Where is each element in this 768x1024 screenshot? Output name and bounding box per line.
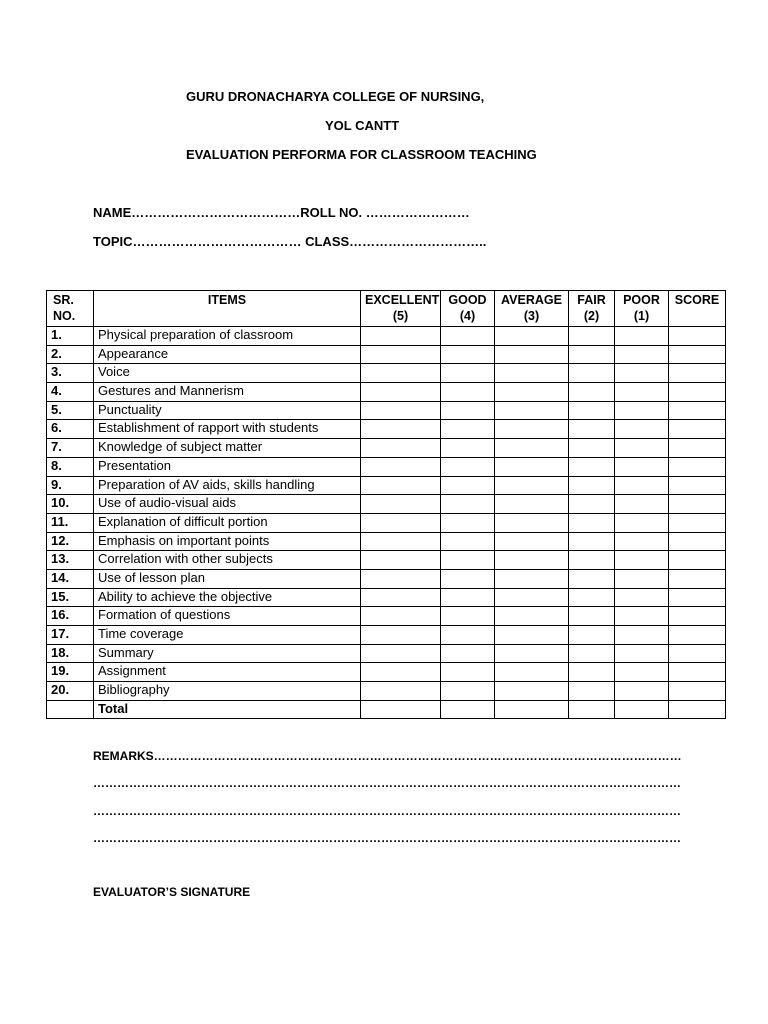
sr-no-cell: 17.: [47, 626, 94, 645]
poor-cell[interactable]: [615, 457, 669, 476]
header-good: GOOD (4): [441, 291, 495, 327]
item-cell: Appearance: [94, 345, 361, 364]
sr-no-cell: 12.: [47, 532, 94, 551]
good-cell[interactable]: [441, 495, 495, 514]
sr-no-cell: 9.: [47, 476, 94, 495]
fair-cell[interactable]: [569, 364, 615, 383]
score-cell[interactable]: [669, 551, 726, 570]
total-excellent-cell[interactable]: [361, 700, 441, 719]
good-cell[interactable]: [441, 607, 495, 626]
excellent-cell[interactable]: [361, 401, 441, 420]
sr-no-cell: 18.: [47, 644, 94, 663]
excellent-cell[interactable]: [361, 569, 441, 588]
average-cell[interactable]: [495, 607, 569, 626]
fair-cell[interactable]: [569, 457, 615, 476]
table-row: [47, 476, 726, 495]
good-cell[interactable]: [441, 457, 495, 476]
average-cell[interactable]: [495, 532, 569, 551]
excellent-cell[interactable]: [361, 607, 441, 626]
poor-cell[interactable]: [615, 663, 669, 682]
item-cell: Ability to achieve the objective: [94, 588, 361, 607]
score-cell[interactable]: [669, 457, 726, 476]
form-title: EVALUATION PERFORMA FOR CLASSROOM TEACHING: [186, 147, 537, 162]
score-cell[interactable]: [669, 588, 726, 607]
total-good-cell[interactable]: [441, 700, 495, 719]
table-row: [47, 626, 726, 645]
average-cell[interactable]: [495, 551, 569, 570]
item-cell: Gestures and Mannerism: [94, 383, 361, 402]
average-cell[interactable]: [495, 439, 569, 458]
score-cell[interactable]: [669, 513, 726, 532]
poor-cell[interactable]: [615, 439, 669, 458]
total-fair-cell[interactable]: [569, 700, 615, 719]
good-cell[interactable]: [441, 513, 495, 532]
total-label: Total: [94, 700, 361, 719]
sr-no-cell: 2.: [47, 345, 94, 364]
score-cell[interactable]: [669, 495, 726, 514]
good-cell[interactable]: [441, 327, 495, 346]
fair-cell[interactable]: [569, 495, 615, 514]
table-row: [47, 457, 726, 476]
fair-cell[interactable]: [569, 607, 615, 626]
fair-cell[interactable]: [569, 532, 615, 551]
sr-no-cell: 11.: [47, 513, 94, 532]
poor-cell[interactable]: [615, 513, 669, 532]
good-cell[interactable]: [441, 569, 495, 588]
sr-no-cell: 6.: [47, 420, 94, 439]
college-name: GURU DRONACHARYA COLLEGE OF NURSING,: [186, 89, 485, 104]
sr-no-cell: 20.: [47, 682, 94, 701]
average-cell[interactable]: [495, 476, 569, 495]
fair-cell[interactable]: [569, 551, 615, 570]
header-score: SCORE: [669, 291, 726, 327]
table-header-row: [47, 291, 726, 327]
total-row: [47, 700, 726, 719]
excellent-cell[interactable]: [361, 532, 441, 551]
table-row: [47, 682, 726, 701]
good-cell[interactable]: [441, 682, 495, 701]
header-sr-no: SR. NO.: [47, 291, 94, 327]
average-cell[interactable]: [495, 420, 569, 439]
table-row: [47, 439, 726, 458]
remarks-line[interactable]: REMARKS……………………………………………………………………………………………………………………: [93, 749, 682, 763]
item-cell: Establishment of rapport with students: [94, 420, 361, 439]
excellent-cell[interactable]: [361, 663, 441, 682]
good-cell[interactable]: [441, 420, 495, 439]
evaluator-signature-label: EVALUATOR’S SIGNATURE: [93, 885, 251, 899]
fair-cell[interactable]: [569, 513, 615, 532]
good-cell[interactable]: [441, 383, 495, 402]
score-cell[interactable]: [669, 327, 726, 346]
item-cell: Time coverage: [94, 626, 361, 645]
good-cell[interactable]: [441, 551, 495, 570]
score-cell[interactable]: [669, 476, 726, 495]
poor-cell[interactable]: [615, 626, 669, 645]
excellent-cell[interactable]: [361, 513, 441, 532]
sr-no-cell: 3.: [47, 364, 94, 383]
score-cell[interactable]: [669, 607, 726, 626]
table-row: [47, 551, 726, 570]
header-items: ITEMS: [94, 291, 361, 327]
table-row: [47, 383, 726, 402]
excellent-cell[interactable]: [361, 551, 441, 570]
item-cell: Voice: [94, 364, 361, 383]
sr-no-cell: 13.: [47, 551, 94, 570]
poor-cell[interactable]: [615, 420, 669, 439]
fair-cell[interactable]: [569, 383, 615, 402]
item-cell: Emphasis on important points: [94, 532, 361, 551]
average-cell[interactable]: [495, 327, 569, 346]
total-average-cell[interactable]: [495, 700, 569, 719]
average-cell[interactable]: [495, 457, 569, 476]
score-cell[interactable]: [669, 383, 726, 402]
good-cell[interactable]: [441, 663, 495, 682]
sr-no-cell: 5.: [47, 401, 94, 420]
fair-cell[interactable]: [569, 439, 615, 458]
item-cell: Summary: [94, 644, 361, 663]
excellent-cell[interactable]: [361, 644, 441, 663]
item-cell: Punctuality: [94, 401, 361, 420]
item-cell: Explanation of difficult portion: [94, 513, 361, 532]
fair-cell[interactable]: [569, 663, 615, 682]
total-poor-cell[interactable]: [615, 700, 669, 719]
item-cell: Use of lesson plan: [94, 569, 361, 588]
college-location: YOL CANTT: [325, 118, 400, 133]
excellent-cell[interactable]: [361, 495, 441, 514]
average-cell[interactable]: [495, 626, 569, 645]
poor-cell[interactable]: [615, 364, 669, 383]
item-cell: Physical preparation of classroom: [94, 327, 361, 346]
sr-no-cell: 8.: [47, 457, 94, 476]
item-cell: Preparation of AV aids, skills handling: [94, 476, 361, 495]
fair-cell[interactable]: [569, 476, 615, 495]
good-cell[interactable]: [441, 345, 495, 364]
good-cell[interactable]: [441, 439, 495, 458]
excellent-cell[interactable]: [361, 420, 441, 439]
fair-cell[interactable]: [569, 420, 615, 439]
header-average: AVERAGE (3): [495, 291, 569, 327]
average-cell[interactable]: [495, 663, 569, 682]
good-cell[interactable]: [441, 644, 495, 663]
table-row: [47, 495, 726, 514]
score-cell[interactable]: [669, 626, 726, 645]
table-row: [47, 364, 726, 383]
poor-cell[interactable]: [615, 327, 669, 346]
excellent-cell[interactable]: [361, 327, 441, 346]
average-cell[interactable]: [495, 513, 569, 532]
item-cell: Knowledge of subject matter: [94, 439, 361, 458]
table-row: [47, 607, 726, 626]
fair-cell[interactable]: [569, 588, 615, 607]
poor-cell[interactable]: [615, 476, 669, 495]
score-cell[interactable]: [669, 569, 726, 588]
poor-cell[interactable]: [615, 383, 669, 402]
excellent-cell[interactable]: [361, 626, 441, 645]
excellent-cell[interactable]: [361, 457, 441, 476]
average-cell[interactable]: [495, 495, 569, 514]
total-score-cell[interactable]: [669, 700, 726, 719]
item-cell: Formation of questions: [94, 607, 361, 626]
poor-cell[interactable]: [615, 401, 669, 420]
good-cell[interactable]: [441, 401, 495, 420]
fair-cell[interactable]: [569, 626, 615, 645]
score-cell[interactable]: [669, 644, 726, 663]
item-cell: Assignment: [94, 663, 361, 682]
poor-cell[interactable]: [615, 682, 669, 701]
item-cell: Use of audio-visual aids: [94, 495, 361, 514]
name-roll-field[interactable]: NAME…………………………………ROLL NO. ……………………: [93, 205, 470, 220]
excellent-cell[interactable]: [361, 476, 441, 495]
good-cell[interactable]: [441, 532, 495, 551]
table-row: [47, 401, 726, 420]
header-excellent: EXCELLENT (5): [361, 291, 441, 327]
sr-no-cell: [47, 700, 94, 719]
score-cell[interactable]: [669, 663, 726, 682]
excellent-cell[interactable]: [361, 439, 441, 458]
table-row: [47, 588, 726, 607]
average-cell[interactable]: [495, 588, 569, 607]
table-row: [47, 345, 726, 364]
poor-cell[interactable]: [615, 551, 669, 570]
table-row: [47, 569, 726, 588]
average-cell[interactable]: [495, 364, 569, 383]
header-poor: POOR (1): [615, 291, 669, 327]
average-cell[interactable]: [495, 383, 569, 402]
excellent-cell[interactable]: [361, 383, 441, 402]
sr-no-cell: 16.: [47, 607, 94, 626]
fair-cell[interactable]: [569, 327, 615, 346]
remarks-continuation-line[interactable]: …………………………………………………………………………………………………………………………………: [93, 776, 681, 790]
average-cell[interactable]: [495, 569, 569, 588]
excellent-cell[interactable]: [361, 345, 441, 364]
sr-no-cell: 15.: [47, 588, 94, 607]
good-cell[interactable]: [441, 476, 495, 495]
sr-no-cell: 1.: [47, 327, 94, 346]
poor-cell[interactable]: [615, 495, 669, 514]
topic-class-field[interactable]: TOPIC………………………………… CLASS…………………………..: [93, 234, 487, 249]
score-cell[interactable]: [669, 682, 726, 701]
poor-cell[interactable]: [615, 345, 669, 364]
poor-cell[interactable]: [615, 569, 669, 588]
remarks-continuation-line[interactable]: …………………………………………………………………………………………………………………………………: [93, 831, 681, 845]
table-row: [47, 532, 726, 551]
score-cell[interactable]: [669, 420, 726, 439]
table-row: [47, 420, 726, 439]
excellent-cell[interactable]: [361, 682, 441, 701]
table-row: [47, 644, 726, 663]
average-cell[interactable]: [495, 682, 569, 701]
poor-cell[interactable]: [615, 532, 669, 551]
sr-no-cell: 10.: [47, 495, 94, 514]
table-row: [47, 663, 726, 682]
poor-cell[interactable]: [615, 588, 669, 607]
score-cell[interactable]: [669, 439, 726, 458]
poor-cell[interactable]: [615, 644, 669, 663]
sr-no-cell: 19.: [47, 663, 94, 682]
sr-no-cell: 7.: [47, 439, 94, 458]
sr-no-cell: 14.: [47, 569, 94, 588]
excellent-cell[interactable]: [361, 364, 441, 383]
header-fair: FAIR (2): [569, 291, 615, 327]
fair-cell[interactable]: [569, 401, 615, 420]
average-cell[interactable]: [495, 345, 569, 364]
fair-cell[interactable]: [569, 569, 615, 588]
good-cell[interactable]: [441, 588, 495, 607]
fair-cell[interactable]: [569, 682, 615, 701]
item-cell: Bibliography: [94, 682, 361, 701]
score-cell[interactable]: [669, 532, 726, 551]
remarks-continuation-line[interactable]: …………………………………………………………………………………………………………………………………: [93, 804, 681, 818]
fair-cell[interactable]: [569, 644, 615, 663]
good-cell[interactable]: [441, 626, 495, 645]
score-cell[interactable]: [669, 401, 726, 420]
score-cell[interactable]: [669, 364, 726, 383]
item-cell: Correlation with other subjects: [94, 551, 361, 570]
average-cell[interactable]: [495, 401, 569, 420]
excellent-cell[interactable]: [361, 588, 441, 607]
sr-no-cell: 4.: [47, 383, 94, 402]
poor-cell[interactable]: [615, 607, 669, 626]
item-cell: Presentation: [94, 457, 361, 476]
score-cell[interactable]: [669, 345, 726, 364]
table-row: [47, 327, 726, 346]
average-cell[interactable]: [495, 644, 569, 663]
table-row: [47, 513, 726, 532]
fair-cell[interactable]: [569, 345, 615, 364]
good-cell[interactable]: [441, 364, 495, 383]
evaluation-table: [46, 290, 726, 719]
